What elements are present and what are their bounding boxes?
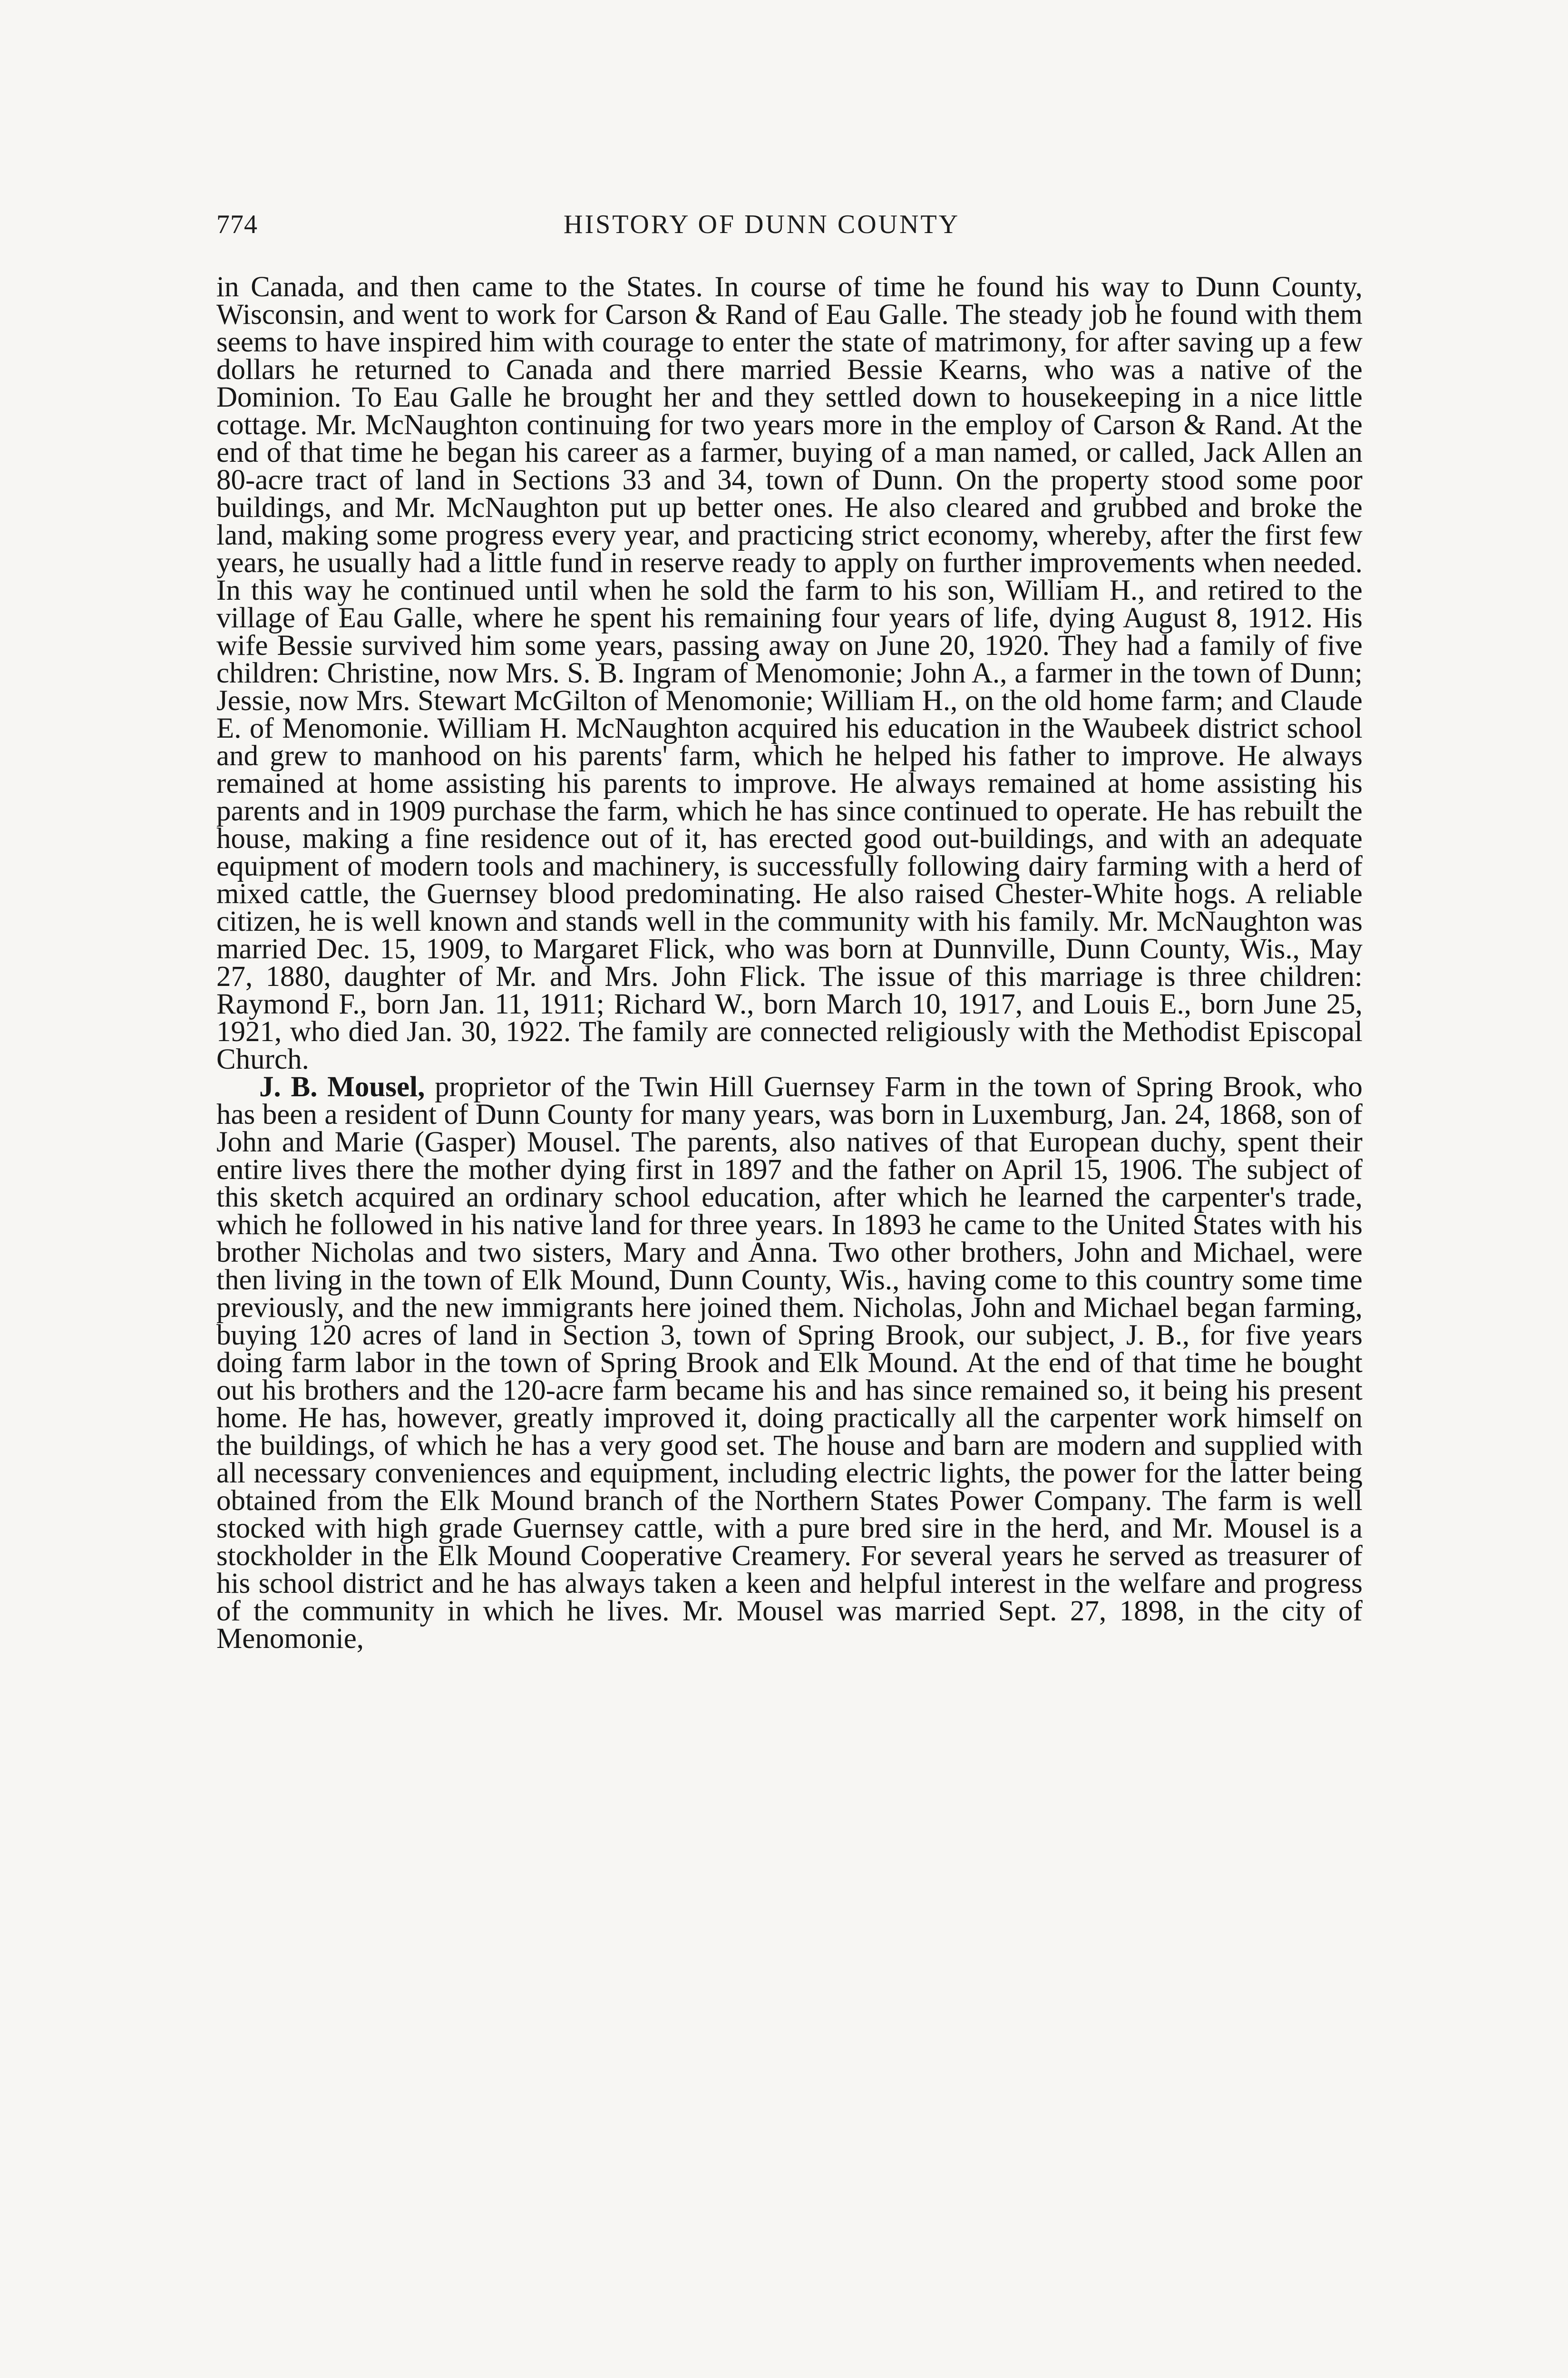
page-number: 774	[216, 210, 258, 239]
subject-name: J. B. Mousel,	[259, 1071, 425, 1103]
paragraph-mousel-text: proprietor of the Twin Hill Guernsey Farm in the town of Spring Brook, who has been a resident of Dunn County for many years, was born in Luxemburg, Jan. 24, 1868, son of John and Marie (Gasper) Mousel. The parents, also natives of that European duchy, spent their entire lives there the mother dying first in 1897 and the father on April 15, 1906. The subject of this sketch acquired an ordinary school education, after which he learned the carpenter's trade, which he followed in his native land for three years. In 1893 he came to the United States with his brother Nicholas and two sisters, Mary and Anna. Two other brothers, John and Michael, were then living in the town of Elk Mound, Dunn County, Wis., having come to this country some time previously, and the new immigrants here joined them. Nicholas, John and Michael began farming, buying 120 acres of land in Section 3, town of Spring Brook, our subject, J. B., for five years doing farm labor in the town of Spring Brook and Elk Mound. At the end of that time he bought out his brothers and the 120-acre farm became his and has since remained so, it being his present home. He has, however, greatly improved it, doing practically all the carpenter work himself on the buildings, of which he has a very good set. The house and barn are modern and supplied with all necessary conveniences and equipment, including electric lights, the power for the latter being obtained from the Elk Mound branch of the Northern States Power Company. The farm is well stocked with high grade Guernsey cattle, with a pure bred sire in the herd, and Mr. Mousel is a stockholder in the Elk Mound Cooperative Creamery. For several years he served as treasurer of his school district and he has always taken a keen and helpful interest in the welfare and progress of the community in which he lives. Mr. Mousel was married Sept. 27, 1898, in the city of Menomonie,	[216, 1071, 1363, 1655]
body-text	[216, 273, 1363, 1653]
running-head: HISTORY OF DUNN COUNTY	[564, 210, 960, 239]
page-header	[216, 209, 1358, 252]
paragraph-mousel	[216, 1073, 1363, 1653]
paragraph-mcnaughton: in Canada, and then came to the States. In course of time he found his way to Dunn County, Wisconsin, and went to work for Carson & Rand of Eau Galle. The steady job he found with them seems to have inspired him with courage to enter the state of matrimony, for after saving up a few dollars he returned to Canada and there married Bessie Kearns, who was a native of the Dominion. To Eau Galle he brought her and they settled down to housekeeping in a nice little cottage. Mr. McNaughton continuing for two years more in the employ of Carson & Rand. At the end of that time he began his career as a farmer, buying of a man named, or called, Jack Allen an 80-acre tract of land in Sections 33 and 34, town of Dunn. On the property stood some poor buildings, and Mr. McNaughton put up better ones. He also cleared and grubbed and broke the land, making some progress every year, and practicing strict economy, whereby, after the first few years, he usually had a little fund in reserve ready to apply on further improvements when needed. In this way he continued until when he sold the farm to his son, William H., and retired to the village of Eau Galle, where he spent his remaining four years of life, dying August 8, 1912. His wife Bessie survived him some years, passing away on June 20, 1920. They had a family of five children: Christine, now Mrs. S. B. Ingram of Menomonie; John A., a farmer in the town of Dunn; Jessie, now Mrs. Stewart McGilton of Menomonie; William H., on the old home farm; and Claude E. of Menomonie. William H. McNaughton acquired his education in the Waubeek district school and grew to manhood on his parents' farm, which he helped his father to improve. He always remained at home assisting his parents to improve. He always remained at home assisting his parents and in 1909 purchase the farm, which he has since continued to operate. He has rebuilt the house, making a fine residence out of it, has erected good out-buildings, and with an adequate equipment of modern tools and machinery, is successfully following dairy farming with a herd of mixed cattle, the Guernsey blood predominating. He also raised Chester-White hogs. A reliable citizen, he is well known and stands well in the community with his family. Mr. McNaughton was married Dec. 15, 1909, to Margaret Flick, who was born at Dunnville, Dunn County, Wis., May 27, 1880, daughter of Mr. and Mrs. John Flick. The issue of this marriage is three children: Raymond F., born Jan. 11, 1911; Richard W., born March 10, 1917, and Louis E., born June 25, 1921, who died Jan. 30, 1922. The family are connected religiously with the Methodist Episcopal Church.	[216, 271, 1363, 1075]
